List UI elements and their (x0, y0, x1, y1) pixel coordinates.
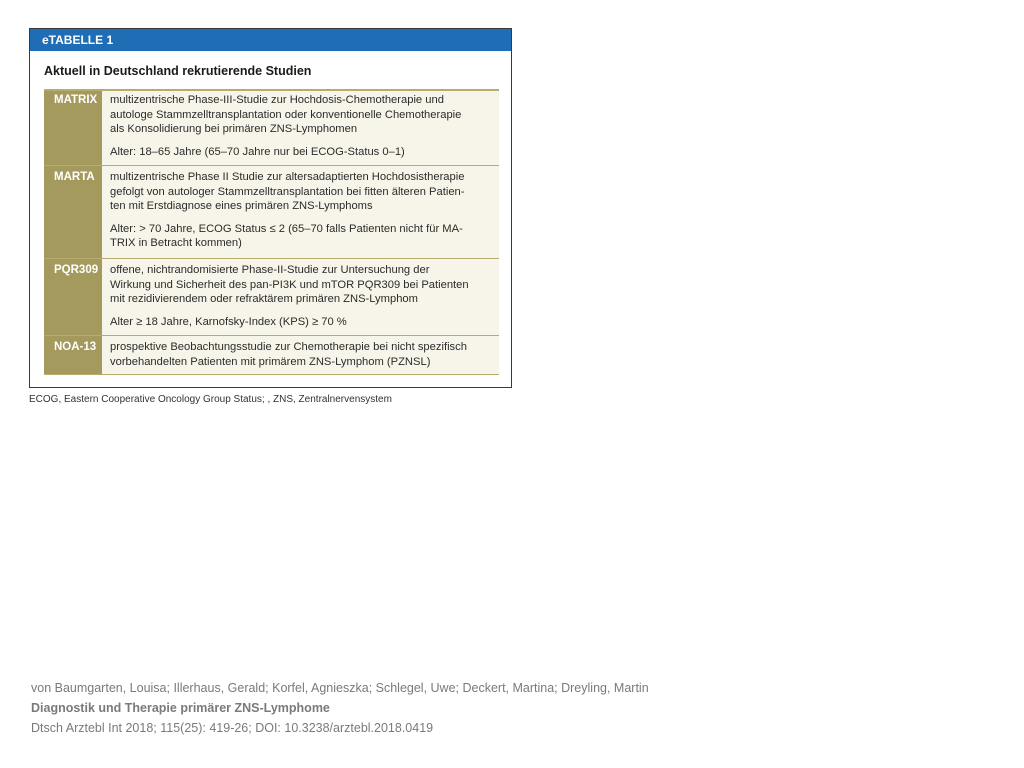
age-criteria: TRIX in Betracht kommen) (110, 237, 242, 249)
description-line: vorbehandelten Patienten mit primärem ZNS-Lymphom (PZNSL) (110, 355, 431, 368)
study-label: NOA-13 (44, 336, 102, 375)
description-line: autologe Stammzelltransplantation oder konventionelle Chemotherapie (110, 108, 462, 121)
description-line: multizentrische Phase-III-Studie zur Hochdosis-Chemotherapie und (110, 94, 444, 106)
table-row (44, 89, 499, 166)
table-row (44, 166, 499, 259)
description-line: prospektive Beobachtungsstudie zur Chemotherapie bei nicht spezifisch (110, 341, 467, 353)
table-row (44, 259, 499, 336)
study-label: MATRIX (44, 89, 102, 166)
table-title: Aktuell in Deutschland rekrutierende Studien (44, 64, 312, 78)
citation-title: Diagnostik und Therapie primärer ZNS-Lymphome (31, 701, 330, 715)
row-divider (44, 374, 499, 376)
age-criteria: Alter: > 70 Jahre, ECOG Status ≤ 2 (65–70 falls Patienten nicht für MA- (110, 222, 463, 235)
study-description (102, 259, 499, 336)
description-line: ten mit Erstdiagnose eines primären ZNS-Lymphoms (110, 200, 373, 212)
study-description (102, 166, 499, 259)
description-line: offene, nichtrandomisierte Phase-II-Studie zur Untersuchung der (110, 264, 430, 276)
table-header: eTABELLE 1 (30, 29, 511, 51)
study-description (102, 336, 499, 375)
study-label: MARTA (44, 166, 102, 259)
description-line: gefolgt von autologer Stammzelltransplantation bei fitten älteren Patien- (110, 185, 465, 198)
description-line: als Konsolidierung bei primären ZNS-Lymphomen (110, 123, 358, 135)
table-figure (29, 28, 512, 388)
study-rows (44, 89, 499, 375)
study-label: PQR309 (44, 259, 102, 336)
study-description (102, 89, 499, 166)
table-row (44, 336, 499, 375)
table-footnote: ECOG, Eastern Cooperative Oncology Group Status; , ZNS, Zentralnervensystem (29, 394, 392, 405)
age-criteria: Alter ≥ 18 Jahre, Karnofsky-Index (KPS) ≥ 70 % (110, 315, 347, 328)
description-line: Wirkung und Sicherheit des pan-PI3K und mTOR PQR309 bei Patienten (110, 278, 469, 291)
age-criteria: Alter: 18–65 Jahre (65–70 Jahre nur bei ECOG-Status 0–1) (110, 145, 405, 158)
citation-authors: von Baumgarten, Louisa; Illerhaus, Gerald; Korfel, Agnieszka; Schlegel, Uwe; Deckert, Martina; Dreyling, Martin (31, 681, 649, 695)
citation-source: Dtsch Arztebl Int 2018; 115(25): 419-26; DOI: 10.3238/arztebl.2018.0419 (31, 721, 434, 735)
citation (31, 678, 649, 738)
description-line: mit rezidivierendem oder refraktärem primären ZNS-Lymphom (110, 293, 418, 305)
description-line: multizentrische Phase II Studie zur altersadaptierten Hochdosistherapie (110, 171, 465, 183)
row-divider (44, 89, 499, 91)
